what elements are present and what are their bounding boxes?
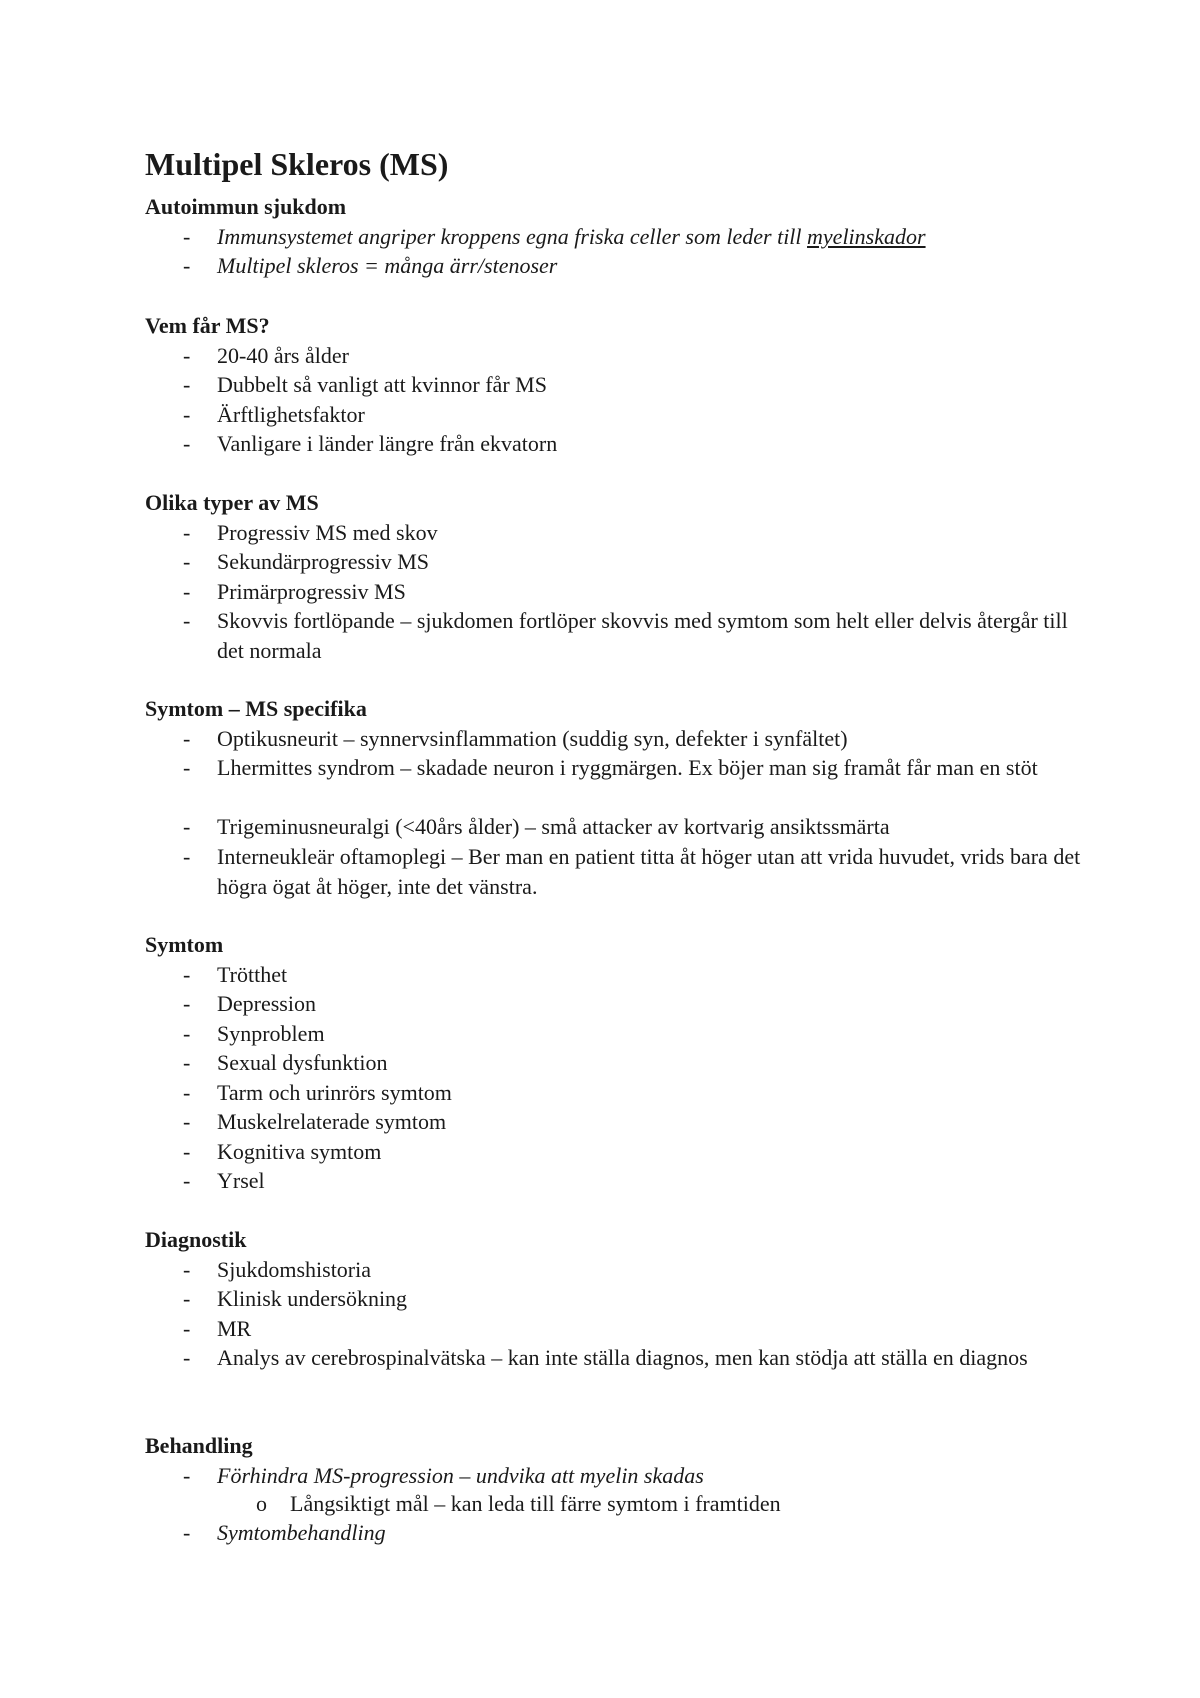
list-item-text: 20-40 års ålder — [217, 343, 349, 368]
dash-bullet: - — [183, 1345, 191, 1370]
dash-bullet: - — [183, 1463, 191, 1488]
dash-bullet: - — [183, 1139, 191, 1164]
list-item — [145, 1137, 1085, 1167]
list-item — [145, 518, 1085, 548]
list-item — [145, 842, 1085, 901]
dash-bullet: - — [183, 1050, 191, 1075]
list-item — [145, 1343, 1085, 1373]
list-sub-item — [145, 1489, 1085, 1519]
dash-bullet: - — [183, 1286, 191, 1311]
list-item-text: Yrsel — [217, 1168, 265, 1193]
dash-bullet: - — [183, 549, 191, 574]
list-item-text: Immunsystemet angriper kroppens egna friska celler som leder till — [217, 224, 808, 249]
list-item-text: Progressiv MS med skov — [217, 520, 438, 545]
section-heading-autoimmun: Autoimmun sjukdom — [145, 194, 347, 219]
list-item-text: Förhindra MS-progression – undvika att myelin skadas — [217, 1463, 704, 1488]
section-heading-specifika: Symtom – MS specifika — [145, 696, 367, 721]
list-item — [145, 1314, 1085, 1344]
dash-bullet: - — [183, 1520, 191, 1545]
list-item — [145, 341, 1085, 371]
dash-bullet: - — [183, 372, 191, 397]
list-item-text: Lhermittes syndrom – skadade neuron i ryggmärgen. Ex böjer man sig framåt får man en stöt — [217, 755, 1038, 780]
section-heading-typer: Olika typer av MS — [145, 490, 319, 515]
list-item — [145, 1284, 1085, 1314]
list-item — [145, 547, 1085, 577]
list-item — [145, 1518, 1085, 1548]
list-item-text: Trötthet — [217, 962, 288, 987]
dash-bullet: - — [183, 1316, 191, 1341]
dash-bullet: - — [183, 608, 191, 633]
list-item — [145, 222, 1085, 252]
dash-bullet: - — [183, 343, 191, 368]
list-item — [145, 606, 1085, 665]
list-item-text: Sexual dysfunktion — [217, 1050, 388, 1075]
list-item-text: Primärprogressiv MS — [217, 579, 406, 604]
list-item — [145, 370, 1085, 400]
list-item-text: Sekundärprogressiv MS — [217, 549, 430, 574]
list-item — [145, 400, 1085, 430]
page-title: Multipel Skleros (MS) — [145, 146, 449, 182]
list-item — [145, 812, 1085, 842]
list-item-text: Klinisk undersökning — [217, 1286, 408, 1311]
list-item-text: Depression — [217, 991, 316, 1016]
list-item — [145, 1048, 1085, 1078]
list-item-text: Interneukleär oftamoplegi – Ber man en patient titta åt höger utan att vrida huvudet, vrids bara det högra ögat åt höger, inte det vänstra. — [217, 844, 1081, 899]
list-item-text: Dubbelt så vanligt att kvinnor får MS — [217, 372, 547, 397]
list-item-text: Multipel skleros = många ärr/stenoser — [217, 253, 558, 278]
list-item-text: Tarm och urinrörs symtom — [217, 1080, 452, 1105]
list-item-text: Ärftlighetsfaktor — [217, 402, 365, 427]
dash-bullet: - — [183, 991, 191, 1016]
circle-bullet: o — [256, 1491, 267, 1516]
list-item-text: Muskelrelaterade symtom — [217, 1109, 447, 1134]
dash-bullet: - — [183, 1080, 191, 1105]
dash-bullet: - — [183, 814, 191, 839]
list-item-text: Analys av cerebrospinalvätska – kan inte ställa diagnos, men kan stödja att ställa en diagnos — [217, 1345, 1028, 1370]
list-item-text: Optikusneurit – synnervsinflammation (suddig syn, defekter i synfältet) — [217, 726, 848, 751]
list-item — [145, 1461, 1085, 1491]
dash-bullet: - — [183, 431, 191, 456]
list-item — [145, 577, 1085, 607]
list-item-text: Skovvis fortlöpande – sjukdomen fortlöper skovvis med symtom som helt eller delvis återgår till det normala — [217, 608, 1068, 663]
list-item — [145, 1019, 1085, 1049]
list-item-text: Långsiktigt mål – kan leda till färre symtom i framtiden — [290, 1491, 781, 1516]
list-item-text: Trigeminusneuralgi (<40års ålder) – små attacker av kortvarig ansiktssmärta — [217, 814, 890, 839]
dash-bullet: - — [183, 402, 191, 427]
dash-bullet: - — [183, 224, 191, 249]
dash-bullet: - — [183, 1168, 191, 1193]
list-item — [145, 429, 1085, 459]
list-item-text: Kognitiva symtom — [217, 1139, 382, 1164]
list-item-text: MR — [217, 1316, 252, 1341]
dash-bullet: - — [183, 1021, 191, 1046]
list-item — [145, 989, 1085, 1019]
list-item — [145, 960, 1085, 990]
dash-bullet: - — [183, 844, 191, 869]
dash-bullet: - — [183, 755, 191, 780]
dash-bullet: - — [183, 253, 191, 278]
list-item-text: Symtombehandling — [217, 1520, 386, 1545]
dash-bullet: - — [183, 520, 191, 545]
section-heading-vem: Vem får MS? — [145, 313, 270, 338]
dash-bullet: - — [183, 1109, 191, 1134]
list-item — [145, 1166, 1085, 1196]
myelinskador-link[interactable]: myelinskador — [807, 224, 926, 249]
section-heading-behandling: Behandling — [145, 1433, 253, 1458]
list-item — [145, 1078, 1085, 1108]
dash-bullet: - — [183, 579, 191, 604]
section-heading-symtom: Symtom — [145, 932, 224, 957]
list-item — [145, 251, 1085, 281]
list-item-text: Vanligare i länder längre från ekvatorn — [217, 431, 558, 456]
list-item — [145, 1107, 1085, 1137]
dash-bullet: - — [183, 726, 191, 751]
list-item — [145, 724, 1085, 754]
dash-bullet: - — [183, 1257, 191, 1282]
dash-bullet: - — [183, 962, 191, 987]
list-item-text: Synproblem — [217, 1021, 325, 1046]
list-item — [145, 753, 1085, 783]
list-item-text: Sjukdomshistoria — [217, 1257, 372, 1282]
section-heading-diagnostik: Diagnostik — [145, 1227, 247, 1252]
list-item — [145, 1255, 1085, 1285]
